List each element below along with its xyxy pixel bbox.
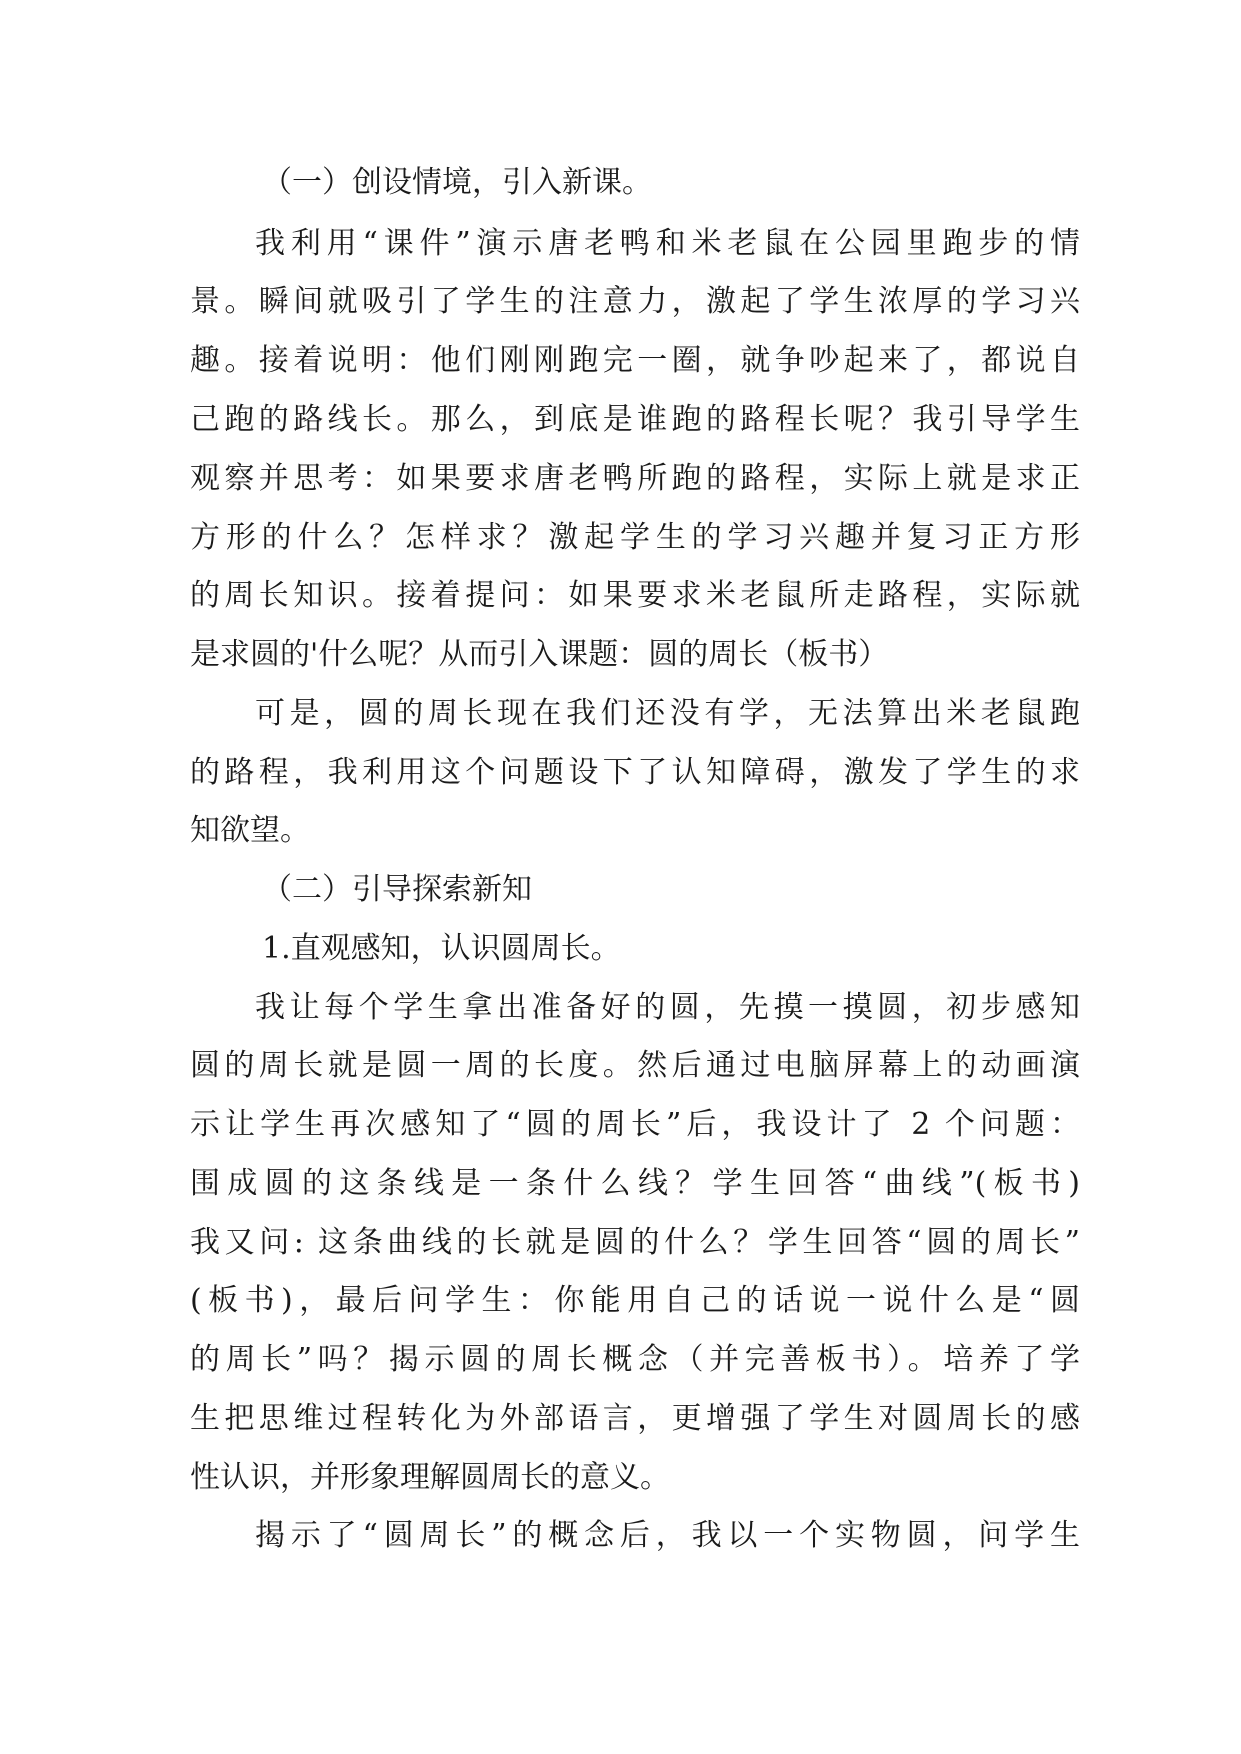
paragraph-line: 生把思维过程转化为外部语言，更增强了学生对圆周长的感 bbox=[190, 1401, 1080, 1436]
paragraph-line: 是求圆的'什么呢？从而引入课题：圆的周长（板书） bbox=[190, 637, 889, 672]
paragraph-line: 性认识，并形象理解圆周长的意义。 bbox=[190, 1460, 670, 1495]
paragraph-line: 趣。接着说明：他们刚刚跑完一圈，就争吵起来了，都说自 bbox=[190, 343, 1080, 378]
paragraph-line: 观察并思考：如果要求唐老鸭所跑的路程，实际上就是求正 bbox=[190, 461, 1080, 496]
paragraph-line: 示让学生再次感知了“圆的周长”后，我设计了 2 个问题： bbox=[190, 1107, 1080, 1142]
paragraph-line: 围成圆的这条线是一条什么线？学生回答“曲线”(板书) bbox=[190, 1166, 1080, 1201]
paragraph-line: 揭示了“圆周长”的概念后，我以一个实物圆，问学生 bbox=[255, 1518, 1080, 1553]
paragraph-line: 方形的什么？怎样求？激起学生的学习兴趣并复习正方形 bbox=[190, 520, 1080, 555]
paragraph-line: 可是，圆的周长现在我们还没有学，无法算出米老鼠跑 bbox=[255, 696, 1080, 731]
paragraph-line: 我利用“课件”演示唐老鸭和米老鼠在公园里跑步的情 bbox=[255, 226, 1080, 261]
paragraph-line: 知欲望。 bbox=[190, 813, 310, 848]
section-heading-1: （一）创设情境，引入新课。 bbox=[262, 165, 652, 200]
paragraph-line: 景。瞬间就吸引了学生的注意力，激起了学生浓厚的学习兴 bbox=[190, 284, 1080, 319]
paragraph-line: 的路程，我利用这个问题设下了认知障碍，激发了学生的求 bbox=[190, 755, 1080, 790]
paragraph-line: 我让每个学生拿出准备好的圆，先摸一摸圆，初步感知 bbox=[255, 990, 1080, 1025]
subsection-heading: 1.直观感知，认识圆周长。 bbox=[262, 931, 621, 966]
paragraph-line: 我又问: 这条曲线的长就是圆的什么？学生回答“圆的周长” bbox=[190, 1225, 1080, 1260]
paragraph-line: (板书)，最后问学生：你能用自己的话说一说什么是“圆 bbox=[190, 1283, 1080, 1318]
paragraph-line: 的周长”吗？揭示圆的周长概念（并完善板书）。培养了学 bbox=[190, 1342, 1080, 1377]
paragraph-line: 圆的周长就是圆一周的长度。然后通过电脑屏幕上的动画演 bbox=[190, 1048, 1080, 1083]
section-heading-2: （二）引导探索新知 bbox=[262, 872, 532, 907]
paragraph-line: 己跑的路线长。那么，到底是谁跑的路程长呢？我引导学生 bbox=[190, 402, 1080, 437]
paragraph-line: 的周长知识。接着提问：如果要求米老鼠所走路程，实际就 bbox=[190, 578, 1080, 613]
